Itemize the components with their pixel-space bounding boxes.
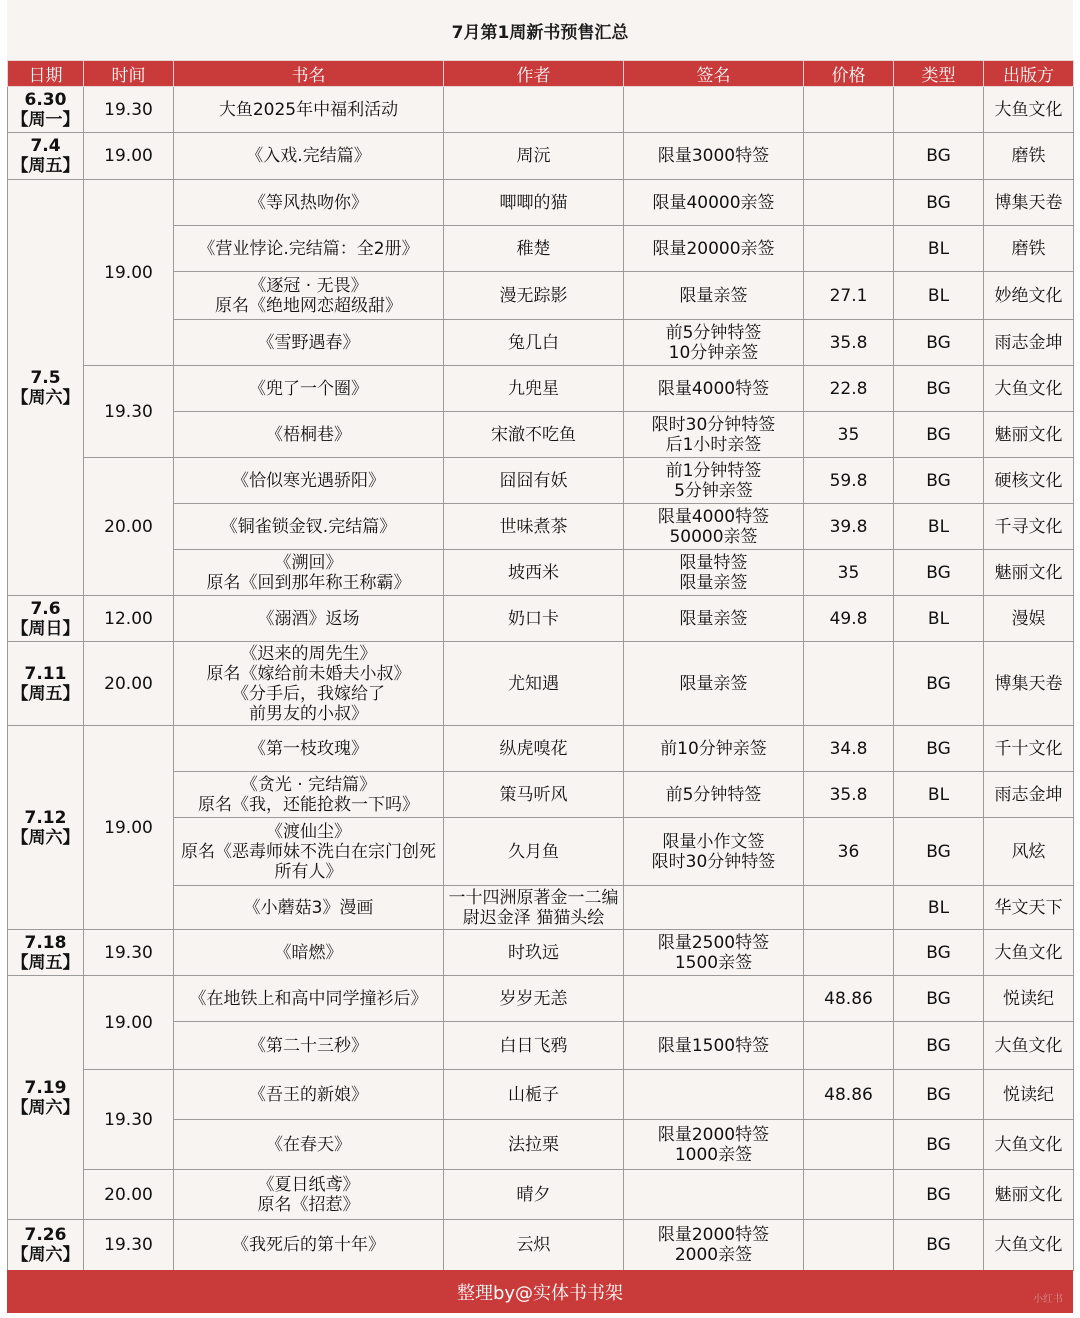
table-cell: 限量4000特签 50000亲签: [624, 504, 804, 550]
table-cell: 《雪野遇春》: [174, 320, 444, 366]
column-header: 类型: [894, 61, 984, 87]
table-cell: 35: [804, 412, 894, 458]
table-cell: 限量亲签: [624, 272, 804, 320]
table-cell: BL: [894, 272, 984, 320]
table-row: [8, 726, 1074, 772]
table-row: [8, 642, 1074, 726]
table-cell: 千十文化: [984, 726, 1074, 772]
table-cell: 《贪光 · 完结篇》 原名《我，还能抢救一下吗》: [174, 772, 444, 818]
table-cell: 《迟来的周先生》 原名《嫁给前未婚夫小叔》 《分手后，我嫁给了 前男友的小叔》: [174, 642, 444, 726]
table-cell: 硬核文化: [984, 458, 1074, 504]
table-row: [8, 976, 1074, 1022]
watermark: 小红书: [1033, 1294, 1063, 1305]
table-cell: [804, 886, 894, 930]
table-cell: 大鱼文化: [984, 366, 1074, 412]
table-cell: 岁岁无恙: [444, 976, 624, 1022]
table-cell: 大鱼文化: [984, 87, 1074, 133]
table-cell: 限量亲签: [624, 596, 804, 642]
table-cell: 坡西米: [444, 550, 624, 596]
table-cell: [624, 87, 804, 133]
table-cell: 悦读纪: [984, 976, 1074, 1022]
table-cell: 妙绝文化: [984, 272, 1074, 320]
table-body: [8, 87, 1074, 1271]
table-cell: 世味煮茶: [444, 504, 624, 550]
table-cell: [804, 133, 894, 180]
table-cell: 《在地铁上和高中同学撞衫后》: [174, 976, 444, 1022]
table-cell: 大鱼文化: [984, 1120, 1074, 1170]
table-cell: 20.00: [84, 642, 174, 726]
table-cell: 20.00: [84, 1170, 174, 1220]
table-cell: 12.00: [84, 596, 174, 642]
table-cell: BG: [894, 412, 984, 458]
table-cell: 悦读纪: [984, 1070, 1074, 1120]
table-cell: 前1分钟特签 5分钟亲签: [624, 458, 804, 504]
table-cell: 《等风热吻你》: [174, 180, 444, 226]
table-cell: 风炫: [984, 818, 1074, 886]
table-cell: 19.30: [84, 1220, 174, 1271]
table-cell: [624, 1170, 804, 1220]
table-cell: BG: [894, 458, 984, 504]
table-cell: 35: [804, 550, 894, 596]
table-cell: [804, 180, 894, 226]
column-header: 作者: [444, 61, 624, 87]
table-cell: [804, 1220, 894, 1271]
table-cell: 限量亲签: [624, 642, 804, 726]
table-cell: 宋澈不吃鱼: [444, 412, 624, 458]
column-header: 时间: [84, 61, 174, 87]
table-cell: BL: [894, 772, 984, 818]
table-cell: 云炽: [444, 1220, 624, 1271]
table-cell: 《在春天》: [174, 1120, 444, 1170]
table-cell: 大鱼文化: [984, 1220, 1074, 1271]
table-cell: BG: [894, 133, 984, 180]
table-cell: BG: [894, 930, 984, 976]
table-cell: 《梧桐巷》: [174, 412, 444, 458]
table-cell: 唧唧的猫: [444, 180, 624, 226]
table-cell: 博集天卷: [984, 180, 1074, 226]
table-cell: 《铜雀锁金钗.完结篇》: [174, 504, 444, 550]
table-cell: [804, 1022, 894, 1070]
table-cell: 策马听风: [444, 772, 624, 818]
table-cell: 限量1500特签: [624, 1022, 804, 1070]
table-row: [8, 180, 1074, 226]
table-cell: BG: [894, 976, 984, 1022]
table-cell: 《入戏.完结篇》: [174, 133, 444, 180]
table-cell: 奶口卡: [444, 596, 624, 642]
date-cell: 7.19 【周六】: [8, 976, 84, 1220]
table-cell: 稚楚: [444, 226, 624, 272]
table-cell: [444, 87, 624, 133]
table-cell: 磨铁: [984, 133, 1074, 180]
table-cell: 限量4000特签: [624, 366, 804, 412]
table-cell: 《小蘑菇3》漫画: [174, 886, 444, 930]
table-cell: 白日飞鸦: [444, 1022, 624, 1070]
table-row: [8, 1070, 1074, 1120]
table-cell: 限量2000特签 2000亲签: [624, 1220, 804, 1271]
date-cell: 7.11 【周五】: [8, 642, 84, 726]
date-cell: 7.12 【周六】: [8, 726, 84, 930]
table-cell: 《兜了一个圈》: [174, 366, 444, 412]
table-cell: BG: [894, 180, 984, 226]
table-cell: [804, 930, 894, 976]
table-cell: [804, 226, 894, 272]
table-cell: 前10分钟亲签: [624, 726, 804, 772]
table-row: [8, 930, 1074, 976]
table-cell: [804, 1170, 894, 1220]
table-cell: [804, 642, 894, 726]
table-cell: BG: [894, 320, 984, 366]
table-cell: 19.00: [84, 976, 174, 1070]
table-cell: 限量特签 限量亲签: [624, 550, 804, 596]
table-cell: 雨志金坤: [984, 320, 1074, 366]
table-cell: 48.86: [804, 976, 894, 1022]
table-cell: 20.00: [84, 458, 174, 596]
table-cell: 魅丽文化: [984, 550, 1074, 596]
column-header: 签名: [624, 61, 804, 87]
date-cell: 7.18 【周五】: [8, 930, 84, 976]
table-cell: 《溯回》 原名《回到那年称王称霸》: [174, 550, 444, 596]
table-cell: 19.30: [84, 930, 174, 976]
table-cell: [624, 1070, 804, 1120]
column-header: 出版方: [984, 61, 1074, 87]
table-cell: 漫娱: [984, 596, 1074, 642]
table-cell: BL: [894, 226, 984, 272]
table-cell: 法拉栗: [444, 1120, 624, 1170]
table-cell: BG: [894, 818, 984, 886]
table-cell: 大鱼2025年中福利活动: [174, 87, 444, 133]
table-row: [8, 1220, 1074, 1271]
date-cell: 7.26 【周六】: [8, 1220, 84, 1271]
table-cell: BL: [894, 596, 984, 642]
table-cell: 限量2500特签 1500亲签: [624, 930, 804, 976]
table-cell: 漫无踪影: [444, 272, 624, 320]
page-title: 7月第1周新书预售汇总: [451, 22, 629, 43]
table-cell: 限量2000特签 1000亲签: [624, 1120, 804, 1170]
table-cell: 千寻文化: [984, 504, 1074, 550]
table-cell: BG: [894, 642, 984, 726]
date-cell: 6.30 【周一】: [8, 87, 84, 133]
table-cell: 49.8: [804, 596, 894, 642]
table-cell: 48.86: [804, 1070, 894, 1120]
presale-sheet: [7, 0, 1073, 1313]
table-cell: 《第一枝玫瑰》: [174, 726, 444, 772]
table-cell: 魅丽文化: [984, 1170, 1074, 1220]
table-cell: 囧囧有妖: [444, 458, 624, 504]
table-cell: [804, 1120, 894, 1170]
table-cell: 限量20000亲签: [624, 226, 804, 272]
table-cell: 《第二十三秒》: [174, 1022, 444, 1070]
table-cell: 大鱼文化: [984, 1022, 1074, 1070]
table-cell: 九兜星: [444, 366, 624, 412]
table-cell: 39.8: [804, 504, 894, 550]
table-cell: BG: [894, 1170, 984, 1220]
date-cell: 7.4 【周五】: [8, 133, 84, 180]
table-row: [8, 366, 1074, 412]
table-row: [8, 458, 1074, 504]
table-cell: 久月鱼: [444, 818, 624, 886]
table-cell: BL: [894, 504, 984, 550]
table-cell: 前5分钟特签 10分钟亲签: [624, 320, 804, 366]
table-cell: 34.8: [804, 726, 894, 772]
table-cell: BG: [894, 550, 984, 596]
table-cell: 《逐冠 · 无畏》 原名《绝地网恋超级甜》: [174, 272, 444, 320]
table-cell: 尤知遇: [444, 642, 624, 726]
table-row: [8, 596, 1074, 642]
table-cell: 限时30分钟特签 后1小时亲签: [624, 412, 804, 458]
table-row: [8, 1170, 1074, 1220]
table-cell: BG: [894, 1120, 984, 1170]
table-cell: BL: [894, 886, 984, 930]
table-cell: 27.1: [804, 272, 894, 320]
table-cell: [894, 87, 984, 133]
table-cell: 《营业悖论.完结篇：全2册》: [174, 226, 444, 272]
column-header: 价格: [804, 61, 894, 87]
table-cell: 周沅: [444, 133, 624, 180]
table-cell: 36: [804, 818, 894, 886]
table-cell: 磨铁: [984, 226, 1074, 272]
table-row: [8, 133, 1074, 180]
date-cell: 7.5 【周六】: [8, 180, 84, 596]
table-cell: 《吾王的新娘》: [174, 1070, 444, 1120]
table-cell: BG: [894, 1220, 984, 1271]
table-cell: 《渡仙尘》 原名《恶毒师妹不洗白在宗门创死 所有人》: [174, 818, 444, 886]
table-cell: 山栀子: [444, 1070, 624, 1120]
table-cell: BG: [894, 1022, 984, 1070]
table-cell: 前5分钟特签: [624, 772, 804, 818]
table-cell: 晴夕: [444, 1170, 624, 1220]
table-cell: 魅丽文化: [984, 412, 1074, 458]
table-cell: 19.00: [84, 726, 174, 930]
column-header: 日期: [8, 61, 84, 87]
table-cell: 华文天下: [984, 886, 1074, 930]
table-cell: 《我死后的第十年》: [174, 1220, 444, 1271]
table-cell: 19.30: [84, 366, 174, 458]
table-row: [8, 87, 1074, 133]
table-cell: 《暗燃》: [174, 930, 444, 976]
date-cell: 7.6 【周日】: [8, 596, 84, 642]
table-cell: 大鱼文化: [984, 930, 1074, 976]
table-cell: 限量小作文签 限时30分钟特签: [624, 818, 804, 886]
table-cell: 19.30: [84, 87, 174, 133]
table-cell: 纵虎嗅花: [444, 726, 624, 772]
table-cell: 19.00: [84, 133, 174, 180]
table-cell: 《夏日纸鸢》 原名《招惹》: [174, 1170, 444, 1220]
table-cell: 《溺酒》返场: [174, 596, 444, 642]
table-cell: 雨志金坤: [984, 772, 1074, 818]
table-cell: BG: [894, 726, 984, 772]
table-cell: 限量40000亲签: [624, 180, 804, 226]
table-cell: 一十四洲原著金一二编 尉迟金泽 猫猫头绘: [444, 886, 624, 930]
table-cell: 59.8: [804, 458, 894, 504]
table-cell: BG: [894, 366, 984, 412]
table-cell: 《恰似寒光遇骄阳》: [174, 458, 444, 504]
footer-credit: 整理by@实体书书架: [7, 1270, 1073, 1313]
table-cell: 时玖远: [444, 930, 624, 976]
table-cell: 19.00: [84, 180, 174, 366]
table-cell: [804, 87, 894, 133]
table-cell: [624, 976, 804, 1022]
table-cell: 限量3000特签: [624, 133, 804, 180]
table-cell: 22.8: [804, 366, 894, 412]
presale-table: [7, 60, 1074, 1271]
table-cell: 19.30: [84, 1070, 174, 1170]
table-cell: [624, 886, 804, 930]
table-cell: 兔几白: [444, 320, 624, 366]
table-header-row: [8, 61, 1074, 87]
table-cell: BG: [894, 1070, 984, 1120]
table-cell: 35.8: [804, 772, 894, 818]
column-header: 书名: [174, 61, 444, 87]
table-cell: 博集天卷: [984, 642, 1074, 726]
table-cell: 35.8: [804, 320, 894, 366]
